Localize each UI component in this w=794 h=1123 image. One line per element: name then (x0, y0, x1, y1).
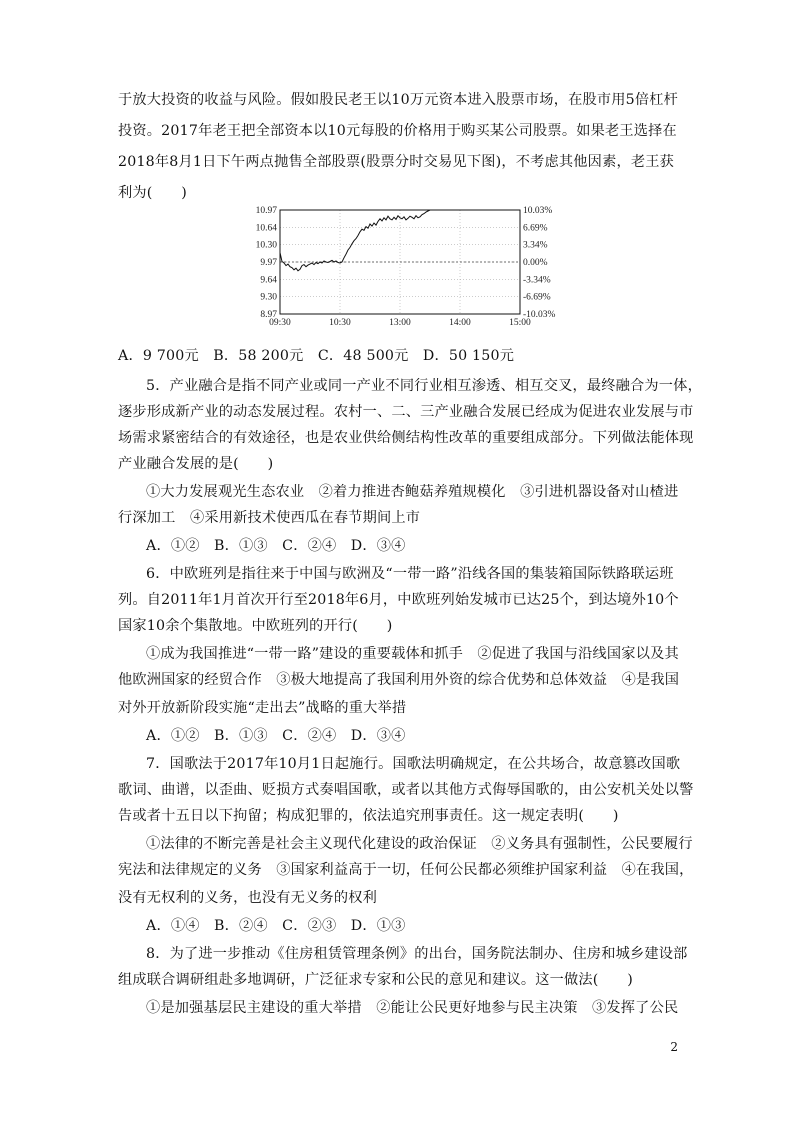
chart-x-tick-label: 14:00 (449, 318, 471, 328)
chart-right-tick-label: -3.34% (523, 275, 551, 286)
q5-stem-3: 场需求紧密结合的有效途径，也是农业供给侧结构性改革的重要组成部分。下列做法能体现 (118, 430, 694, 446)
chart-right-tick-label: 0.00% (523, 258, 548, 268)
q6-statements-3: 对外开放新阶段实施“走出去”战略的重大举措 (118, 700, 407, 716)
q6-options: A．①② B．①③ C．②④ D．③④ (146, 728, 406, 744)
q6-stem-1: 6．中欧班列是指往来于中国与欧洲及“一带一路”沿线各国的集装箱国际铁路联运班 (146, 566, 674, 582)
q7-options: A．①④ B．②④ C．②③ D．①③ (146, 918, 406, 934)
chart-x-tick-label: 10:30 (329, 318, 351, 328)
chart-left-tick-label: 8.97 (260, 310, 277, 320)
chart-left-tick-label: 9.97 (260, 258, 277, 268)
stock-intraday-chart (240, 206, 580, 332)
q8-statements-1: ①是加强基层民主建设的重大举措 ②能让公民更好地参与民主决策 ③发挥了公民 (146, 1000, 679, 1016)
q7-stem-2: 歌词、曲谱，以歪曲、贬损方式奏唱国歌，或者以其他方式侮辱国歌的，由公安机关处以警 (118, 782, 694, 798)
q7-statements-1: ①法律的不断完善是社会主义现代化建设的政治保证 ②义务具有强制性，公民要履行 (146, 836, 693, 852)
chart-right-tick-label: -6.69% (523, 292, 551, 303)
q5-options: A．①② B．①③ C．②④ D．③④ (146, 538, 406, 554)
q8-stem-2: 组成联合调研组赴多地调研，广泛征求专家和公民的意见和建议。这一做法( ) (118, 972, 634, 988)
chart-x-tick-label: 13:00 (389, 318, 411, 328)
chart-left-tick-label: 10.64 (255, 223, 277, 234)
q6-statements-1: ①成为我国推进“一带一路”建设的重要载体和抓手 ②促进了我国与沿线国家以及其 (146, 646, 679, 662)
chart-left-tick-label: 10.97 (255, 206, 277, 216)
q6-stem-3: 国家10余个集散地。中欧班列的开行( ) (118, 618, 393, 634)
q5-statements-2: 行深加工 ④采用新技术使西瓜在春节期间上市 (118, 510, 421, 526)
q5-stem-4: 产业融合发展的是( ) (118, 456, 274, 472)
chart-left-axis (256, 206, 278, 320)
chart-left-tick-label: 9.30 (260, 292, 277, 303)
chart-right-tick-label: -10.03% (523, 310, 556, 320)
q6-statements-2: 他欧洲国家的经贸合作 ③极大地提高了我国利用外资的综合优势和总体效益 ④是我国 (118, 672, 680, 688)
q6-stem-2: 列。自2011年1月首次开行至2018年6月，中欧班列始发城市已达25个，到达境外10个 (118, 592, 679, 608)
chart-series-price (280, 210, 430, 271)
chart-right-tick-label: 6.69% (523, 223, 548, 234)
q5-stem-2: 逐步形成新产业的动态发展过程。农村一、二、三产业融合发展已经成为促进农业发展与市 (118, 404, 694, 420)
q7-statements-3: 没有无权利的义务，也没有无义务的权利 (118, 890, 377, 906)
q8-stem-1: 8．为了进一步推动《住房租赁管理条例》的出台，国务院法制办、住房和城乡建设部 (146, 946, 688, 962)
q4-text-line-2: 投资。2017年老王把全部资本以10元每股的价格用于购买某公司股票。如果老王选择在 (118, 123, 677, 139)
chart-x-tick-label: 09:30 (269, 318, 291, 328)
q5-stem-1: 5．产业融合是指不同产业或同一产业不同行业相互渗透、相互交叉，最终融合为一体， (146, 378, 702, 394)
page-number: 2 (670, 1040, 678, 1054)
chart-left-tick-label: 9.64 (260, 275, 277, 286)
q4-text-line-4: 利为( ) (118, 185, 188, 201)
chart-x-tick-label: 15:00 (509, 318, 531, 328)
chart-left-tick-label: 10.30 (255, 240, 277, 251)
q7-statements-2: 宪法和法律规定的义务 ③国家利益高于一切，任何公民都必须维护国家利益 ④在我国， (118, 862, 694, 878)
chart-x-axis (269, 318, 531, 328)
q5-statements-1: ①大力发展观光生态农业 ②着力推进杏鲍菇养殖规模化 ③引进机器设备对山楂进 (146, 484, 679, 500)
q4-options: A．9 700元 B．58 200元 C．48 500元 D．50 150元 (118, 348, 515, 364)
q4-text-line-1: 于放大投资的收益与风险。假如股民老王以10万元资本进入股票市场，在股市用5倍杠杆 (118, 92, 679, 108)
q7-stem-1: 7．国歌法于2017年10月1日起施行。国歌法明确规定，在公共场合，故意篡改国歌 (146, 756, 681, 772)
chart-right-axis (523, 206, 556, 320)
chart-right-tick-label: 3.34% (523, 240, 548, 251)
q7-stem-3: 告或者十五日以下拘留；构成犯罪的，依法追究刑事责任。这一规定表明( ) (118, 808, 619, 824)
chart-right-tick-label: 10.03% (523, 206, 553, 216)
q4-text-line-3: 2018年8月1日下午两点抛售全部股票(股票分时交易见下图)，不考虑其他因素，老王获 (118, 154, 675, 170)
